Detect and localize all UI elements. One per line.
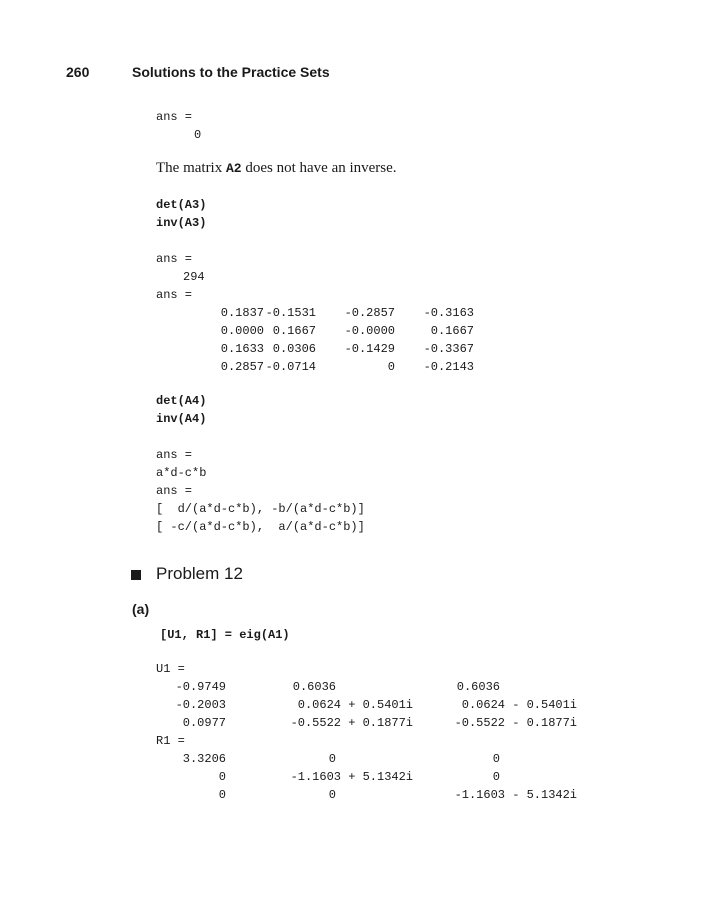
eigenvalue-matrix-r1 — [0, 750, 702, 804]
matrix-cell: 0.6036 — [456, 680, 500, 694]
prose-code: A2 — [225, 161, 242, 176]
matrix-cell: -0.1429 — [344, 342, 395, 356]
matrix-cell: 0.0977 — [182, 716, 226, 730]
matrix-cell: -0.3163 — [423, 306, 474, 320]
matrix-cell: 0 — [387, 360, 395, 374]
matrix-cell: 0.1667 — [272, 324, 316, 338]
matrix-cell: 3.3206 — [182, 752, 226, 766]
prose-text-before: The matrix — [156, 160, 226, 176]
matrix-cell: 0.1837 — [220, 306, 264, 320]
ans-label: ans = — [156, 288, 193, 302]
matrix-cell: 0 — [328, 752, 336, 766]
section-bullet-icon — [131, 570, 141, 580]
u1-label: U1 = — [156, 662, 185, 676]
matrix-cell: 0 — [492, 752, 500, 766]
matrix-cell: -0.5522 - 0.1877i — [454, 716, 577, 730]
r1-label: R1 = — [156, 734, 185, 748]
matrix-cell: 0 — [218, 788, 226, 802]
ans-label: ans = — [156, 484, 193, 498]
det-value: a*d-c*b — [156, 466, 207, 480]
matrix-cell: 0 — [328, 788, 336, 802]
matrix-cell: 0.0624 + 0.5401i — [297, 698, 413, 712]
symbolic-row-1: [ d/(a*d-c*b), -b/(a*d-c*b)] — [156, 502, 365, 516]
ans-label: ans = — [156, 448, 193, 462]
prose-text-after: does not have an inverse. — [241, 160, 397, 176]
matrix-cell: -0.1531 — [265, 306, 316, 320]
matrix-cell: -0.0714 — [265, 360, 316, 374]
matrix-cell: 0 — [218, 770, 226, 784]
matrix-cell: 0 — [492, 770, 500, 784]
code-line-det-a4: det(A4) — [156, 394, 207, 408]
matrix-cell: 0.6036 — [292, 680, 336, 694]
matrix-cell: 0.2857 — [220, 360, 264, 374]
matrix-cell: -0.2857 — [344, 306, 395, 320]
page-number: 260 — [66, 64, 90, 80]
matrix-cell: -0.5522 + 0.1877i — [290, 716, 413, 730]
code-line-det-a3: det(A3) — [156, 198, 207, 212]
matrix-cell: -0.0000 — [344, 324, 395, 338]
part-label: (a) — [132, 601, 150, 617]
matrix-cell: -0.3367 — [423, 342, 474, 356]
matrix-cell: 0.1667 — [430, 324, 474, 338]
running-title: Solutions to the Practice Sets — [132, 64, 330, 80]
inverse-matrix-a3 — [0, 304, 702, 376]
matrix-cell: 0.0000 — [220, 324, 264, 338]
eigenvector-matrix-u1 — [0, 678, 702, 732]
matrix-cell: -1.1603 + 5.1342i — [290, 770, 413, 784]
matrix-cell: -0.9749 — [175, 680, 226, 694]
code-line-inv-a3: inv(A3) — [156, 216, 207, 230]
matrix-cell: 0.1633 — [220, 342, 264, 356]
ans-label: ans = — [156, 110, 193, 124]
matrix-cell: -0.2143 — [423, 360, 474, 374]
ans-value: 0 — [194, 128, 202, 142]
section-title: Problem 12 — [156, 564, 243, 583]
symbolic-row-2: [ -c/(a*d-c*b), a/(a*d-c*b)] — [156, 520, 365, 534]
code-line-eig: [U1, R1] = eig(A1) — [160, 628, 290, 642]
matrix-cell: 0.0306 — [272, 342, 316, 356]
matrix-cell: -0.2003 — [175, 698, 226, 712]
code-line-inv-a4: inv(A4) — [156, 412, 207, 426]
matrix-cell: 0.0624 - 0.5401i — [461, 698, 577, 712]
matrix-cell: -1.1603 - 5.1342i — [454, 788, 577, 802]
det-value: 294 — [183, 270, 205, 284]
prose-paragraph — [156, 160, 397, 177]
ans-label: ans = — [156, 252, 193, 266]
